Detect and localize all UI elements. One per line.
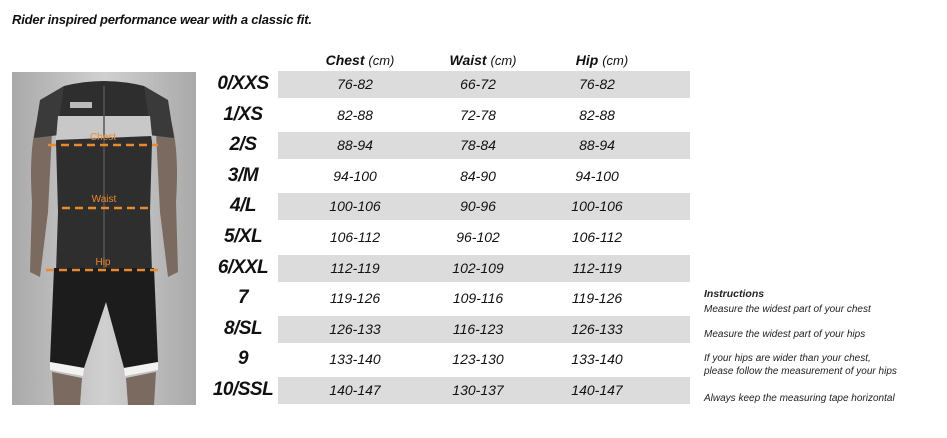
waist-value: 66-72 <box>460 76 496 92</box>
hip-value: 94-100 <box>575 167 619 184</box>
hip-value: 133-140 <box>571 351 623 368</box>
instruction-tape: Always keep the measuring tape horizontal <box>704 393 895 404</box>
waist-value: 109-116 <box>452 290 504 307</box>
chest-value: 126-133 <box>329 320 381 337</box>
table-row <box>210 102 690 133</box>
hip-value: 140-147 <box>571 381 623 398</box>
waist-label: Waist <box>91 194 117 205</box>
size-label: 0/XXS <box>217 73 269 94</box>
waist-value: 84-90 <box>460 167 496 184</box>
table-row <box>210 255 690 286</box>
waist-value: 102-109 <box>452 259 504 276</box>
hip-value: 100-106 <box>571 198 623 215</box>
hip-value: 119-126 <box>571 290 623 307</box>
waist-value: 123-130 <box>452 351 504 368</box>
size-table <box>210 71 690 408</box>
hip-value: 88-94 <box>579 137 615 154</box>
size-label: 3/M <box>227 164 259 186</box>
instruction-hips: Measure the widest part of your hips <box>704 329 866 340</box>
size-label: 2/S <box>229 134 257 156</box>
chest-value: 100-106 <box>329 198 381 215</box>
hip-value: 106-112 <box>571 228 623 245</box>
waist-value: 78-84 <box>460 137 496 154</box>
instruction-chest: Measure the widest part of your chest <box>704 304 871 315</box>
instruction-wider-line-1: If your hips are wider than your chest, <box>704 353 871 364</box>
chest-value: 94-100 <box>333 167 377 184</box>
size-label: 5/XL <box>223 225 263 247</box>
chest-value: 88-94 <box>337 137 373 154</box>
size-label: 1/XS <box>223 103 263 125</box>
table-row <box>210 163 690 194</box>
instructions-title: Instructions <box>704 288 765 300</box>
waist-value: 96-102 <box>456 228 500 245</box>
chest-value: 140-147 <box>329 381 381 398</box>
rider-photo <box>12 72 196 405</box>
table-row <box>210 224 690 255</box>
table-row <box>210 316 690 347</box>
size-label: 6/XXL <box>217 256 269 278</box>
hip-value: 126-133 <box>571 320 623 337</box>
instruction-wider-line-2: please follow the measurement of your hips <box>704 366 897 377</box>
hip-label: Hip <box>95 257 111 268</box>
waist-value: 90-96 <box>460 198 496 215</box>
page-headline: Rider inspired performance wear with a classic fit. <box>12 12 312 27</box>
table-row <box>210 193 690 224</box>
header-chest: Chest (cm) <box>325 52 395 68</box>
chest-value: 112-119 <box>330 259 380 276</box>
size-label: 7 <box>237 287 249 309</box>
table-row <box>210 285 690 316</box>
hip-value: 82-88 <box>579 106 615 123</box>
size-label: 9 <box>237 348 249 370</box>
size-label: 10/SSL <box>212 378 274 400</box>
chest-value: 119-126 <box>329 290 381 307</box>
size-label: 4/L <box>230 195 256 217</box>
chest-value: 76-82 <box>337 76 373 92</box>
chest-value: 106-112 <box>329 228 381 245</box>
waist-value: 130-137 <box>452 381 504 398</box>
chest-value: 133-140 <box>329 351 381 368</box>
header-hip: Hip (cm) <box>575 52 629 68</box>
table-row <box>210 346 690 377</box>
table-row <box>210 71 690 102</box>
chest-value: 82-88 <box>337 106 373 123</box>
waist-value: 72-78 <box>460 106 496 123</box>
header-waist: Waist (cm) <box>449 52 517 68</box>
table-row <box>210 377 690 408</box>
hip-value: 112-119 <box>572 259 622 276</box>
chest-label: Chest <box>89 132 117 143</box>
hip-value: 76-82 <box>579 76 615 92</box>
table-row <box>210 132 690 163</box>
size-label: 8/SL <box>223 317 263 339</box>
waist-value: 116-123 <box>452 320 504 337</box>
